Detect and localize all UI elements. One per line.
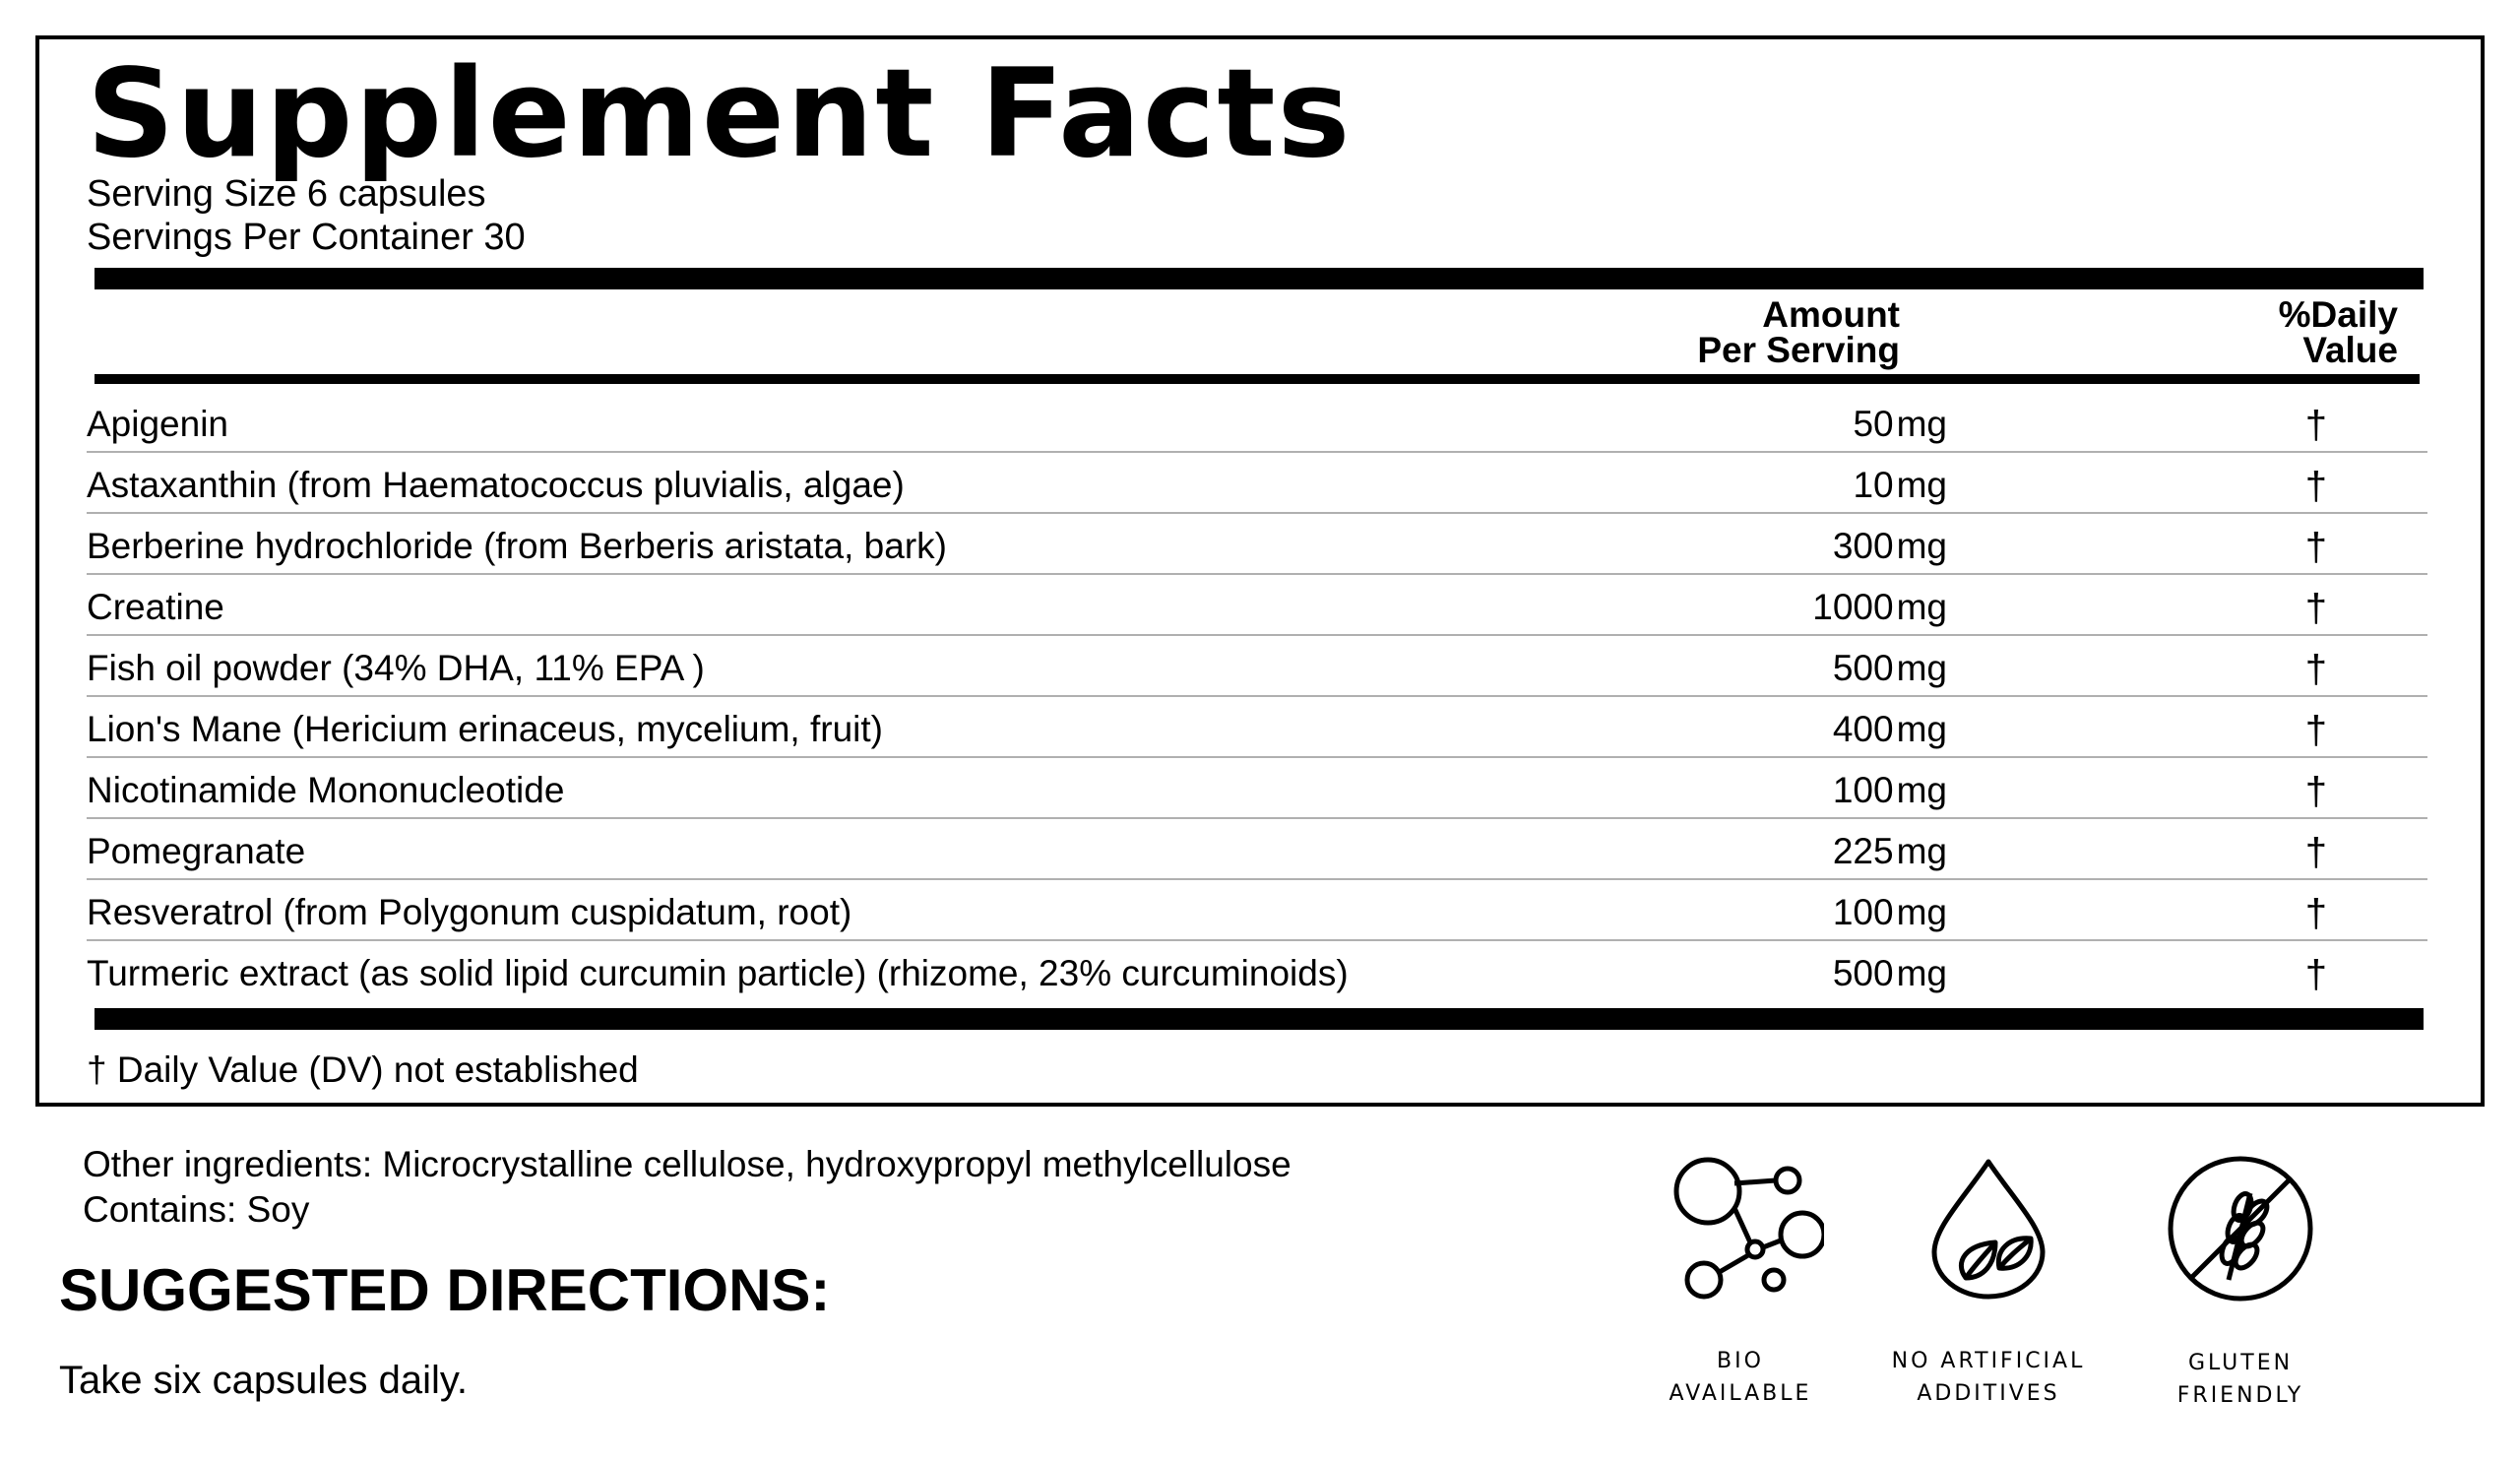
ingredient-name: Creatine (87, 587, 224, 627)
ingredient-name: Apigenin (87, 404, 229, 444)
allergen-contains: Contains: Soy (83, 1189, 310, 1230)
table-row (87, 575, 2427, 636)
badge-gluten-friendly (2132, 1154, 2349, 1412)
ingredient-amount: 1000mg (1812, 587, 1947, 627)
serving-size: Serving Size 6 capsules (87, 173, 486, 215)
amount-header: Amount Per Serving (1697, 294, 1900, 370)
ingredient-amount: 10mg (1853, 465, 1947, 505)
daily-value-dagger: † (2304, 831, 2327, 874)
table-row (87, 392, 2427, 453)
badge-label-line1: BIO (1717, 1349, 1764, 1373)
daily-value-footnote: † Daily Value (DV) not established (87, 1049, 639, 1090)
ingredient-name: Pomegranate (87, 831, 306, 871)
ingredient-amount: 400mg (1832, 709, 1947, 749)
ingredient-name: Nicotinamide Mononucleotide (87, 770, 565, 810)
badge-label-line2: FRIENDLY (2176, 1383, 2304, 1408)
ingredient-name: Resveratrol (from Polygonum cuspidatum, root) (87, 892, 852, 932)
badge-label-line1: NO ARTIFICIAL (1891, 1349, 2086, 1373)
table-row (87, 880, 2427, 941)
badge-bio-available (1632, 1154, 1849, 1410)
ingredient-amount: 100mg (1832, 770, 1947, 810)
ingredient-amount: 100mg (1832, 892, 1947, 932)
table-row (87, 636, 2427, 697)
ingredient-amount: 225mg (1832, 831, 1947, 871)
ingredient-amount: 500mg (1832, 953, 1947, 993)
no-wheat-icon (2166, 1154, 2315, 1303)
ingredient-name: Fish oil powder (34% DHA, 11% EPA ) (87, 648, 705, 688)
daily-value-dagger: † (2304, 892, 2327, 935)
daily-value-dagger: † (2304, 587, 2327, 630)
daily-value-dagger: † (2304, 709, 2327, 752)
table-row (87, 819, 2427, 880)
other-ingredients: Other ingredients: Microcrystalline cellulose, hydroxypropyl methylcellulose (83, 1144, 1292, 1184)
table-row (87, 941, 2427, 1002)
panel-title: Supplement Facts (87, 43, 1353, 185)
ingredient-amount: 300mg (1832, 526, 1947, 566)
molecule-icon (1657, 1154, 1824, 1302)
daily-value-dagger: † (2304, 770, 2327, 813)
badge-label-line1: GLUTEN (2187, 1351, 2294, 1375)
ingredient-name: Astaxanthin (from Haematococcus pluvialis, algae) (87, 465, 905, 505)
daily-value-dagger: † (2304, 953, 2327, 996)
directions-heading: SUGGESTED DIRECTIONS: (59, 1257, 831, 1323)
daily-value-dagger: † (2304, 526, 2327, 569)
ingredient-name: Lion's Mane (Hericium erinaceus, mycelium, fruit) (87, 709, 883, 749)
daily-value-header: %Daily Value (2278, 294, 2398, 370)
table-row (87, 453, 2427, 514)
ingredient-name: Berberine hydrochloride (from Berberis aristata, bark) (87, 526, 947, 566)
badge-label-line2: ADDITIVES (1917, 1381, 2060, 1406)
badge-no-artificial-additives (1880, 1154, 2097, 1410)
supplement-facts-panel (35, 35, 2485, 1107)
table-row (87, 514, 2427, 575)
servings-per-container: Servings Per Container 30 (87, 217, 526, 258)
directions-text: Take six capsules daily. (59, 1359, 468, 1402)
header-rule (94, 374, 2420, 384)
table-row (87, 758, 2427, 819)
bottom-thick-rule (94, 1008, 2424, 1030)
daily-value-dagger: † (2304, 465, 2327, 508)
top-thick-rule (94, 268, 2424, 289)
ingredient-name: Turmeric extract (as solid lipid curcumin particle) (rhizome, 23% curcuminoids) (87, 953, 1349, 993)
daily-value-dagger: † (2304, 648, 2327, 691)
ingredient-amount: 50mg (1853, 404, 1947, 444)
drop-leaf-icon (1915, 1154, 2062, 1302)
badge-label-line2: AVAILABLE (1669, 1381, 1812, 1406)
ingredient-amount: 500mg (1832, 648, 1947, 688)
daily-value-dagger: † (2304, 404, 2327, 447)
table-row (87, 697, 2427, 758)
